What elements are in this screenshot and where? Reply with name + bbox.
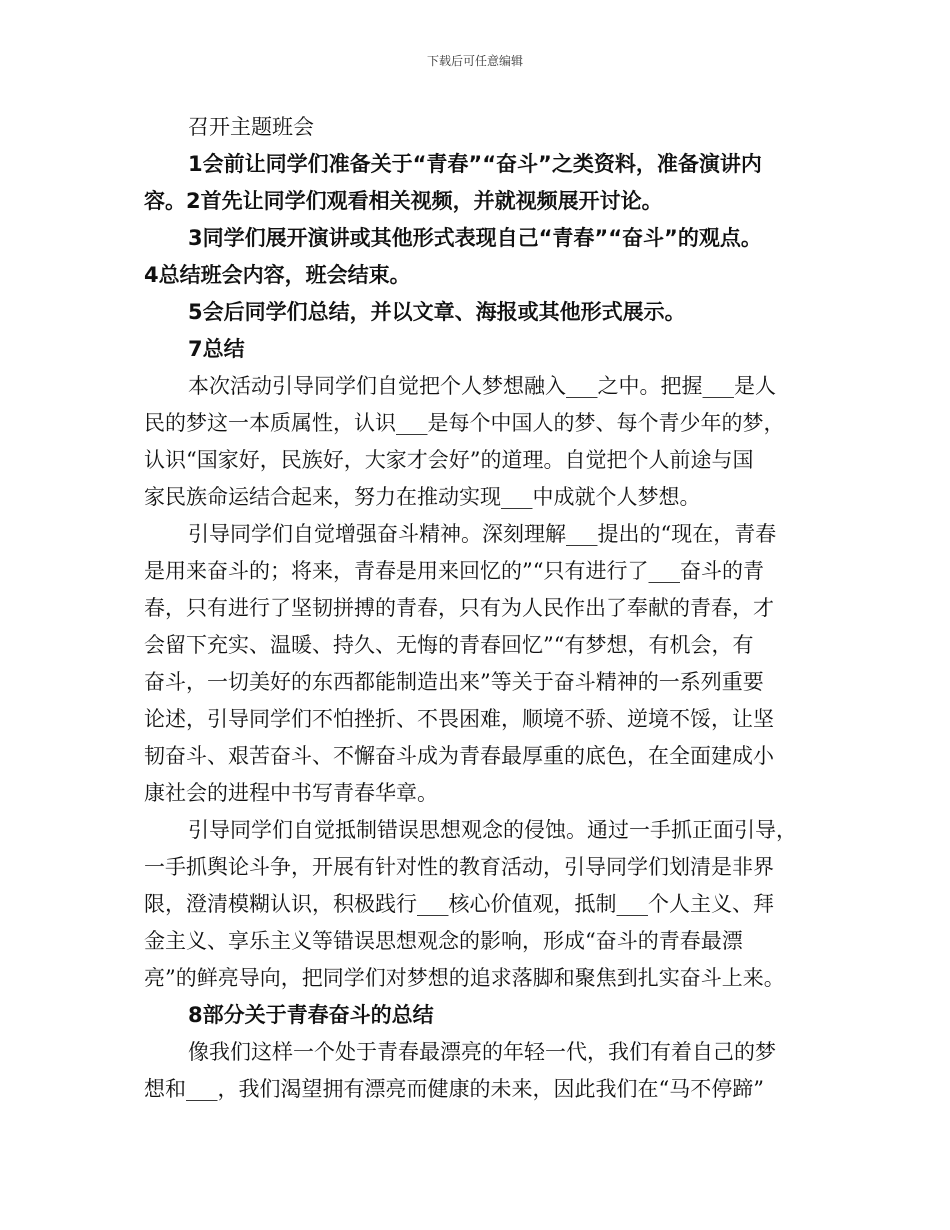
text-line: 金主义、享乐主义等错误思想观念的影响，形成“奋斗的青春最漂	[144, 929, 743, 953]
text-line: 是用来奋斗的；将来，青春是用来回忆的”“只有进行了___奋斗的青	[144, 559, 764, 583]
text-line: 召开主题班会	[188, 115, 314, 139]
text-line: 5会后同学们总结，并以文章、海报或其他形式展示。	[188, 300, 686, 324]
text-line: 1会前让同学们准备关于“青春”“奋斗”之类资料，准备演讲内	[188, 152, 762, 176]
text-line: 引导同学们自觉增强奋斗精神。深刻理解___提出的“现在，青春	[188, 522, 777, 546]
text-line: 康社会的进程中书写青春华章。	[144, 781, 438, 805]
text-line: 像我们这样一个处于青春最漂亮的年轻一代，我们有着自己的梦	[188, 1040, 776, 1064]
document-body	[144, 109, 811, 1108]
text-line: 会留下充实、温暖、持久、无悔的青春回忆”“有梦想，有机会，有	[144, 633, 754, 657]
text-line: 亮”的鲜亮导向，把同学们对梦想的追求落脚和聚焦到扎实奋斗上来。	[144, 966, 785, 990]
text-line: 本次活动引导同学们自觉把个人梦想融入___之中。把握___是人	[188, 374, 776, 398]
text-line: 认识“国家好，民族好，大家才会好”的道理。自觉把个人前途与国	[144, 448, 754, 472]
text-line: 奋斗，一切美好的东西都能制造出来”等关于奋斗精神的一系列重要	[144, 670, 764, 694]
text-line: 春，只有进行了坚韧拼搏的青春，只有为人民作出了奉献的青春，才	[144, 596, 774, 620]
text-line: 韧奋斗、艰苦奋斗、不懈奋斗成为青春最厚重的底色，在全面建成小	[144, 744, 774, 768]
page-header: 下载后可任意编辑	[426, 54, 523, 68]
text-line: 4总结班会内容，班会结束。	[144, 263, 411, 287]
text-line: 论述，引导同学们不怕挫折、不畏困难，顺境不骄、逆境不馁，让坚	[144, 707, 774, 731]
text-line: 家民族命运结合起来，努力在推动实现___中成就个人梦想。	[144, 485, 701, 509]
text-line: 容。2首先让同学们观看相关视频，并就视频展开讨论。	[144, 189, 663, 213]
text-line: 想和___，我们渴望拥有漂亮而健康的未来，因此我们在“马不停蹄”	[144, 1077, 764, 1101]
text-line: 一手抓舆论斗争，开展有针对性的教育活动，引导同学们划清是非界	[144, 855, 774, 879]
text-line: 3同学们展开演讲或其他形式表现自己“青春”“奋斗”的观点。	[188, 226, 762, 250]
text-line: 限，澄清模糊认识，积极践行___核心价值观，抵制___个人主义、拜	[144, 892, 774, 916]
text-line: 民的梦这一本质属性，认识___是每个中国人的梦、每个青少年的梦，	[144, 411, 785, 435]
section-heading: 7总结	[188, 337, 245, 361]
section-heading: 8部分关于青春奋斗的总结	[188, 1003, 434, 1027]
text-line: 引导同学们自觉抵制错误思想观念的侵蚀。通过一手抓正面引导，	[188, 818, 797, 842]
